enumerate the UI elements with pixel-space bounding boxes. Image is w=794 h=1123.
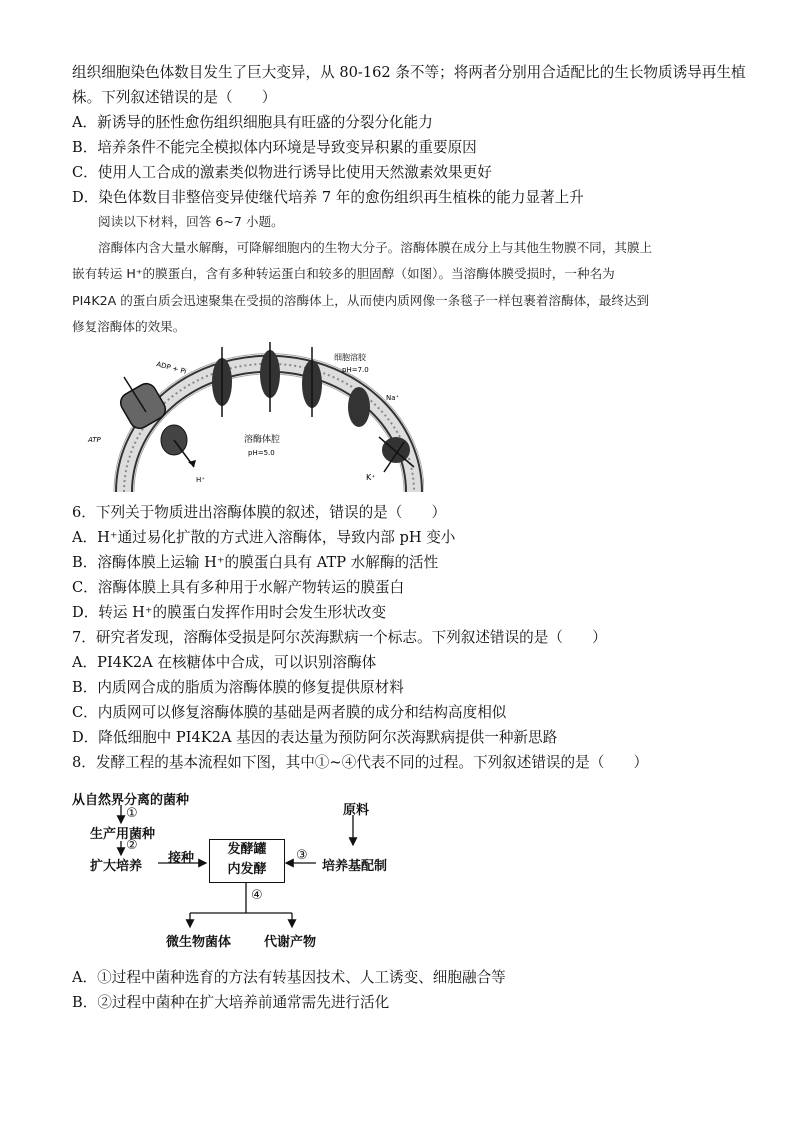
q6-option-b: B．溶酶体膜上运输 H⁺的膜蛋白具有 ATP 水解酶的活性 xyxy=(72,554,439,571)
q6-stem: 6．下列关于物质进出溶酶体膜的叙述，错误的是（ ） xyxy=(72,504,447,521)
fermentation-tank-box xyxy=(209,839,285,883)
metabolites-label: 代谢产物 xyxy=(264,935,317,950)
q7-option-b: B．内质网合成的脂质为溶酶体膜的修复提供原材料 xyxy=(72,679,404,696)
inoculate-label: 接种 xyxy=(168,851,195,866)
na-ion-label: Na⁺ xyxy=(386,394,400,402)
passage-line: 嵌有转运 H⁺的膜蛋白，含有多种转运蛋白和较多的胆固醇（如图）。当溶酶体膜受损时，一种名为 xyxy=(72,266,615,282)
atp-label: ATP xyxy=(88,436,101,444)
adp-label: ADP + Pi xyxy=(155,360,188,376)
step-1-marker: ① xyxy=(126,806,138,821)
q6-option-d: D．转运 H⁺的膜蛋白发挥作用时会发生形状改变 xyxy=(72,604,387,621)
lumen-label: 溶酶体腔 xyxy=(244,435,281,445)
transporter-protein xyxy=(348,387,370,427)
q5-option-a: A．新诱导的胚性愈伤组织细胞具有旺盛的分裂分化能力 xyxy=(72,114,433,131)
step-3-marker: ③ xyxy=(296,848,308,863)
q8-option-a: A．①过程中菌种选育的方法有转基因技术、人工诱变、细胞融合等 xyxy=(72,969,506,986)
q7-option-c: C．内质网可以修复溶酶体膜的基础是两者膜的成分和结构高度相似 xyxy=(72,704,507,721)
reading-passage xyxy=(72,209,724,339)
q7-stem: 7．研究者发现，溶酶体受损是阿尔茨海默病一个标志。下列叙述错误的是（ ） xyxy=(72,629,607,646)
lysosome-membrane-figure xyxy=(84,342,424,497)
passage-line: 修复溶酶体的效果。 xyxy=(72,319,186,335)
q6-option-a: A．H⁺通过易化扩散的方式进入溶酶体，导致内部 pH 变小 xyxy=(72,529,456,546)
tank-line2: 内发酵 xyxy=(227,862,267,877)
q5-option-c: C．使用人工合成的激素类似物进行诱导比使用天然激素效果更好 xyxy=(72,164,492,181)
tank-line1: 发酵罐 xyxy=(227,842,267,857)
passage-intro: 阅读以下材料，回答 6~7 小题。 xyxy=(98,214,284,229)
q8-stem: 8．发酵工程的基本流程如下图，其中①~④代表不同的过程。下列叙述错误的是（ ） xyxy=(72,754,649,771)
medium-prep-label: 培养基配制 xyxy=(322,859,388,874)
passage-line: 溶酶体内含大量水解酶，可降解细胞内的生物大分子。溶酶体膜在成分上与其他生物膜不同，其膜上 xyxy=(98,240,653,255)
q8-option-b: B．②过程中菌种在扩大培养前通常需先进行活化 xyxy=(72,994,390,1011)
q5-option-d: D．染色体数目非整倍变异使继代培养 7 年的愈伤组织再生植株的能力显著上升 xyxy=(72,189,584,206)
wild-strain-label: 从自然界分离的菌种 xyxy=(72,793,190,808)
biomass-label: 微生物菌体 xyxy=(166,935,232,950)
raw-material-label: 原料 xyxy=(343,803,370,818)
expand-culture-label: 扩大培养 xyxy=(90,859,143,874)
q7-option-a: A．PI4K2A 在核糖体中合成，可以识别溶酶体 xyxy=(72,654,377,671)
passage-line: PI4K2A 的蛋白质会迅速聚集在受损的溶酶体上，从而使内质网像一条毯子一样包裹着溶酶体，最终达到 xyxy=(72,292,650,308)
q6-option-c: C．溶酶体膜上具有多种用于水解产物转运的膜蛋白 xyxy=(72,579,405,596)
cytosol-label: 细胞溶胶 xyxy=(334,353,366,362)
production-strain-label: 生产用菌种 xyxy=(90,827,156,842)
step-4-marker: ④ xyxy=(251,888,263,903)
q7-option-d: D．降低细胞中 PI4K2A 基因的表达量为预防阿尔茨海默病提供一种新思路 xyxy=(72,729,558,746)
step-2-marker: ② xyxy=(126,838,138,853)
h-ion-label: H⁺ xyxy=(196,476,205,484)
fermentation-flow-diagram xyxy=(72,785,420,955)
k-ion-label: K⁺ xyxy=(366,473,376,482)
q5-stem-line1: 组织细胞染色体数目发生了巨大变异，从 80-162 条不等；将两者分别用合适配比的生长物质诱导再生植 xyxy=(72,64,746,81)
lumen-ph: pH=5.0 xyxy=(248,449,275,457)
q5-stem-line2: 株。下列叙述错误的是（ ） xyxy=(72,89,277,106)
cytosol-ph: pH=7.0 xyxy=(342,366,369,374)
q5-option-b: B．培养条件不能完全模拟体内环境是导致变异积累的重要原因 xyxy=(72,139,477,156)
